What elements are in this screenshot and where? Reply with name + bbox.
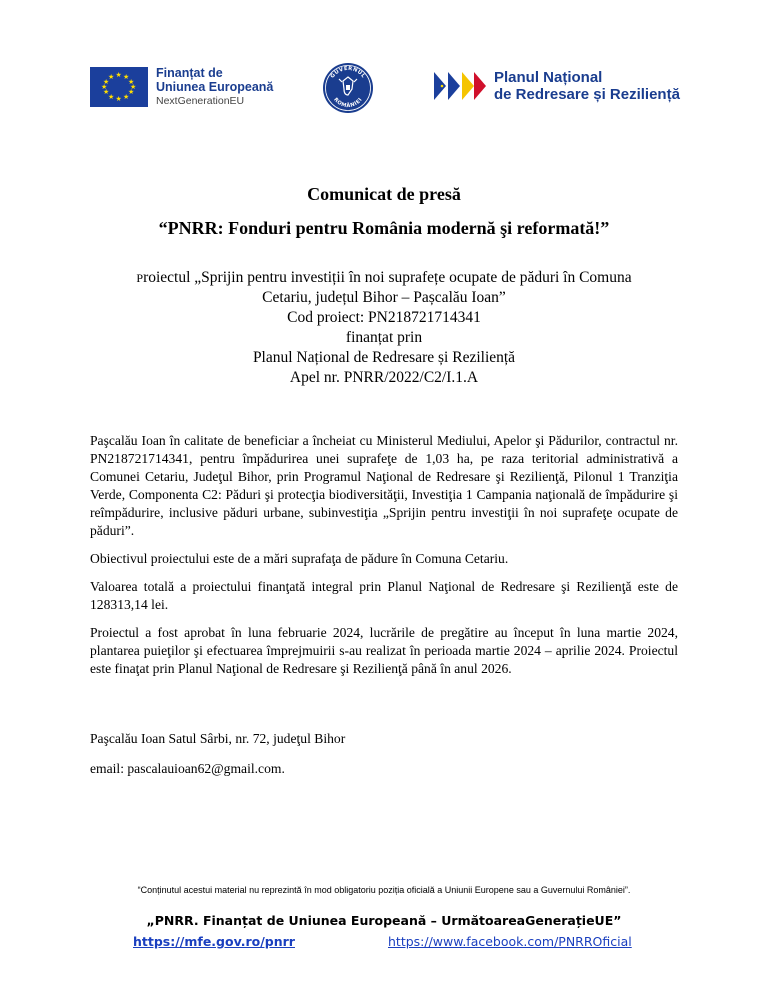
romanian-government-seal-icon <box>322 62 374 114</box>
body-paragraph-2: Obiectivul proiectului este de a mări suprafaţa de pădure în Comuna Cetariu. <box>90 551 509 566</box>
body-paragraph-4: Proiectul a fost aprobat în luna februarie 2024, lucrările de pregătire au început în luna martie 2024, plantarea puieţilor şi efectuarea împrejmuirii s-au realizat în perioada martie 2024 – aprilie 2024. Proiectul este finaţat prin Planul Naţional de Redresare şi Rezilienţă până în anul 2026. <box>90 625 678 676</box>
project-code: Cod proiect: PN218721714341 <box>287 309 481 326</box>
contact-email: email: pascalauioan62@gmail.com. <box>90 761 285 776</box>
eu-logo-text <box>156 66 273 108</box>
project-line2: Cetariu, județul Bihor – Pașcalău Ioan” <box>262 289 506 306</box>
eu-logo-line1: Finanțat de <box>156 66 223 80</box>
facebook-link[interactable]: https://www.facebook.com/PNRROficial <box>388 934 632 949</box>
svg-text:GUVERNUL: GUVERNUL <box>329 65 367 80</box>
project-financed: finanțat prin <box>345 329 423 346</box>
mfe-link[interactable]: https://mfe.gov.ro/pnrr <box>133 934 295 949</box>
project-first-letter: P <box>136 271 144 285</box>
disclaimer: “Conținutul acestui material nu reprezintă în mod obligatoriu poziția oficială a Uniunii Europene sau a Guvernului României”. <box>137 885 631 895</box>
project-line1-rest: roiectul „Sprijin pentru investiții în noi suprafețe ocupate de păduri în Comuna <box>143 269 632 286</box>
page-title: Comunicat de presă <box>307 184 461 204</box>
page-subtitle: “PNRR: Fonduri pentru România modernă şi reformată!” <box>158 218 610 238</box>
project-call: Apel nr. PNRR/2022/C2/I.1.A <box>289 369 479 386</box>
header-logos <box>0 60 768 120</box>
body-text <box>90 432 678 688</box>
eu-logo-line2: Uniunea Europeană <box>156 80 274 94</box>
project-block <box>90 268 678 388</box>
pnrr-arrows-icon <box>434 68 486 104</box>
contact-address: Paşcalău Ioan Satul Sârbi, nr. 72, judeţul Bihor <box>90 731 346 746</box>
eu-funding-logo <box>90 66 273 108</box>
svg-text:ROMÂNIEI: ROMÂNIEI <box>332 96 364 110</box>
pnrr-logo-text <box>494 69 680 103</box>
eu-flag-icon: ★ ★ ★ ★ ★ ★ ★ ★ ★ ★ ★ ★ <box>90 67 148 107</box>
contact-block <box>90 730 678 790</box>
project-plan: Planul Național de Redresare și Reziliență <box>252 349 516 366</box>
body-paragraph-3: Valoarea totală a proiectului finanţată integral prin Planul Naţional de Redresare şi Rezilienţă este de 128313,14 lei. <box>90 579 678 612</box>
body-paragraph-1: Paşcalău Ioan în calitate de beneficiar a încheiat cu Ministerul Mediului, Apelor şi Pădurilor, contractul nr. PN218721714341, pentru împădurirea unei suprafeţe de 1,03 ha, pe raza teritorial administrativă a Comunei Cetariu, Judeţul Bihor, prin Programul Naţional de Redresare şi Rezilienţă, Pilonul 1 Tranziţia Verde, Componenta C2: Păduri şi protecţia biodiversităţii, Investiţia 1 Campania naţională de împădurire şi reîmpădurire, inclusive păduri urbane, subinvestiţia „Sprijin pentru investiţii în noi suprafeţe ocupate de păduri”. <box>90 433 678 538</box>
eu-logo-line3: NextGenerationEU <box>156 95 245 107</box>
footer-title: „PNRR. Finanțat de Uniunea Europeană – UrmătoareaGenerațieUE” <box>146 913 622 928</box>
pnrr-logo-line1: Planul Național <box>494 69 603 86</box>
pnrr-logo-line2: de Redresare și Reziliență <box>494 86 680 103</box>
pnrr-logo <box>434 68 680 104</box>
project-line1 <box>90 268 678 288</box>
